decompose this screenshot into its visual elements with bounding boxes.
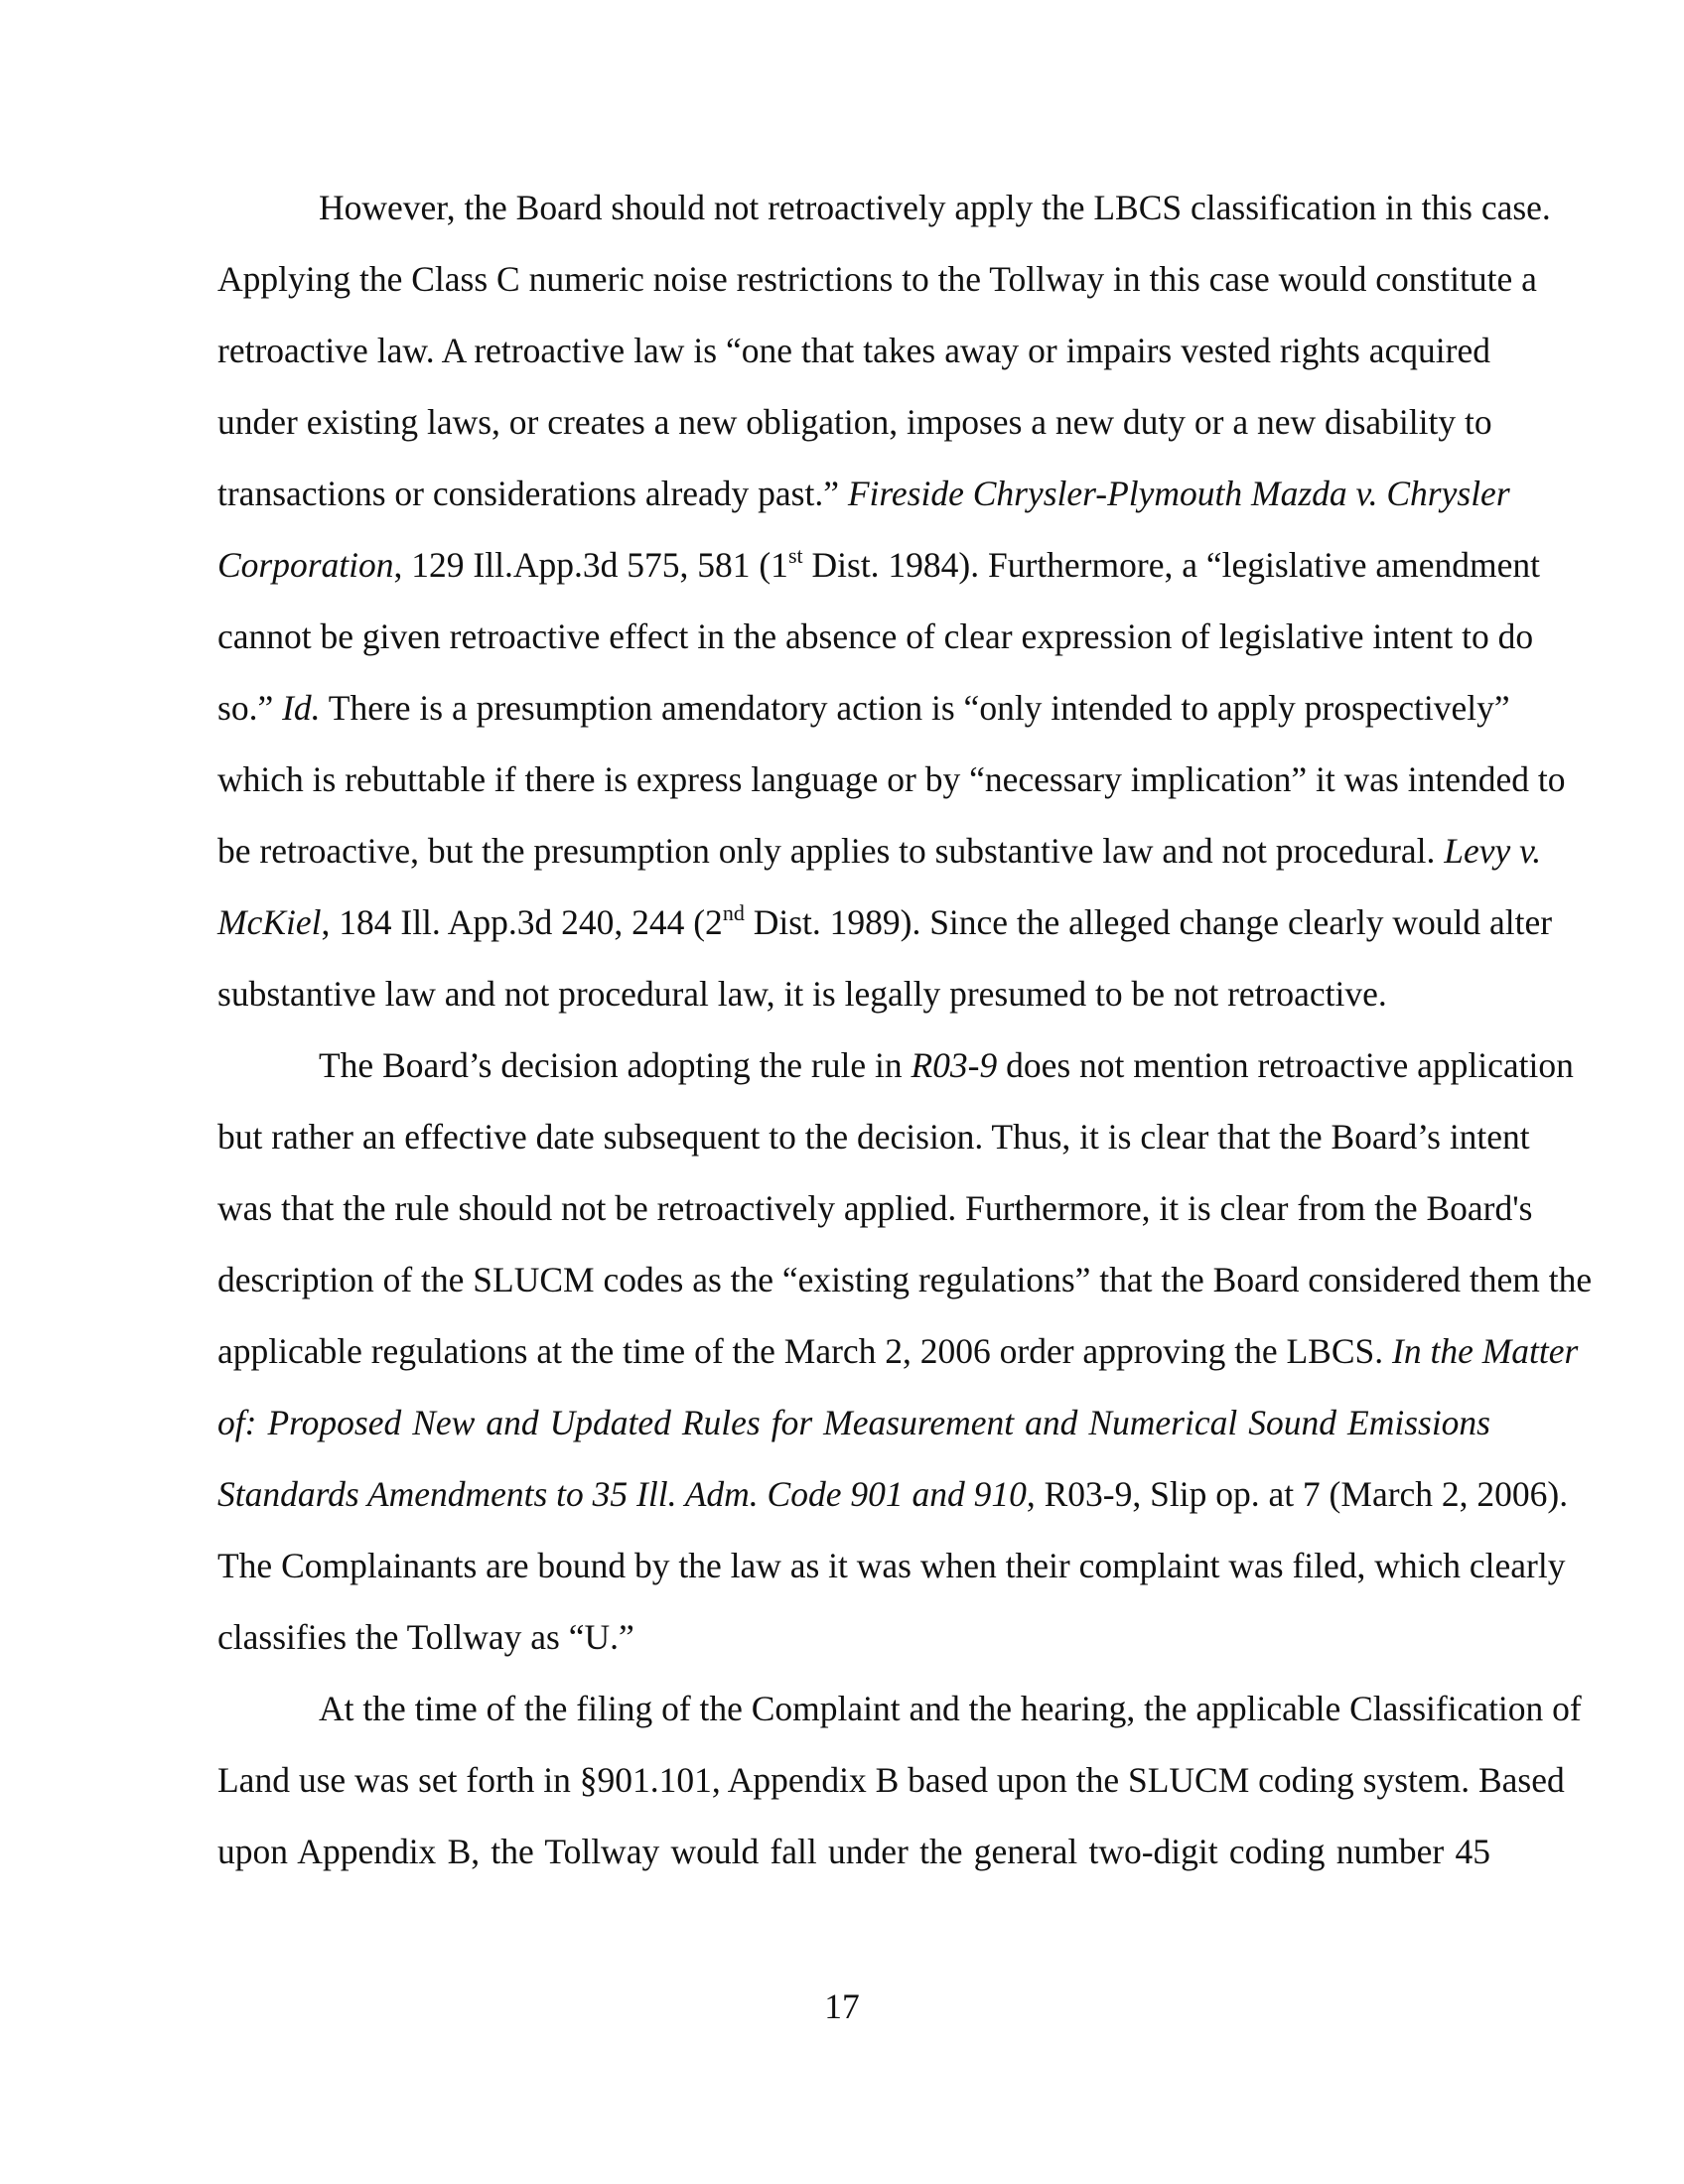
paragraph-1-line-10: be retroactive, but the presumption only applies to substantive law and not procedural. Levy v. [217,831,1542,871]
page-number: 17 [824,1986,860,2026]
paragraph-1-line-9: which is rebuttable if there is express language or by “necessary implication” it was intended to [217,759,1566,799]
paragraph-2-line-6: of: Proposed New and Updated Rules for Measurement and Numerical Sound Emissions [217,1403,1490,1442]
paragraph-2-line-1: The Board’s decision adopting the rule in R03-9 does not mention retroactive application [319,1045,1574,1085]
case-citation-fireside: Fireside Chrysler-Plymouth Mazda v. Chrysler [847,474,1510,513]
paragraph-3-line-1: At the time of the filing of the Complaint and the hearing, the applicable Classification of [319,1689,1582,1728]
paragraph-1-line-7: cannot be given retroactive effect in the absence of clear expression of legislative intent to do [217,616,1534,656]
paragraph-1-line-8: so.” Id. There is a presumption amendatory action is “only intended to apply prospectively” [217,688,1510,728]
paragraph-1-line-1: However, the Board should not retroactively apply the LBCS classification in this case. [319,188,1551,227]
paragraph-2-line-9: classifies the Tollway as “U.” [217,1617,634,1657]
paragraph-1-line-12: substantive law and not procedural law, it is legally presumed to be not retroactive. [217,974,1387,1014]
paragraph-2-line-8: The Complainants are bound by the law as it was when their complaint was filed, which clearly [217,1546,1566,1585]
paragraph-2-line-4: description of the SLUCM codes as the “existing regulations” that the Board considered them the [217,1260,1593,1299]
paragraph-1-line-3: retroactive law. A retroactive law is “one that takes away or impairs vested rights acquired [217,331,1490,370]
paragraph-1-line-4: under existing laws, or creates a new obligation, imposes a new duty or a new disability to [217,402,1492,442]
paragraph-1-line-2: Applying the Class C numeric noise restrictions to the Tollway in this case would constitute a [217,259,1537,299]
paragraph-1-line-6: Corporation, 129 Ill.App.3d 575, 581 (1st Dist. 1984). Furthermore, a “legislative amendment [217,543,1540,585]
paragraph-2-line-2: but rather an effective date subsequent to the decision. Thus, it is clear that the Board’s intent [217,1117,1530,1157]
paragraph-3-line-2: Land use was set forth in §901.101, Appendix B based upon the SLUCM coding system. Based [217,1760,1565,1800]
paragraph-1-line-11: McKiel, 184 Ill. App.3d 240, 244 (2nd Dist. 1989). Since the alleged change clearly would alter [217,900,1553,942]
paragraph-2-line-3: was that the rule should not be retroactively applied. Furthermore, it is clear from the Board's [217,1188,1533,1228]
paragraph-2-line-5: applicable regulations at the time of the March 2, 2006 order approving the LBCS. In the Matter [217,1331,1579,1371]
paragraph-1-line-5: transactions or considerations already past.” Fireside Chrysler-Plymouth Mazda v. Chrysler [217,474,1510,513]
paragraph-2-line-7: Standards Amendments to 35 Ill. Adm. Code 901 and 910, R03-9, Slip op. at 7 (March 2, 2006). [217,1474,1569,1514]
paragraph-3-line-3: upon Appendix B, the Tollway would fall under the general two-digit coding number 45 [217,1832,1490,1871]
